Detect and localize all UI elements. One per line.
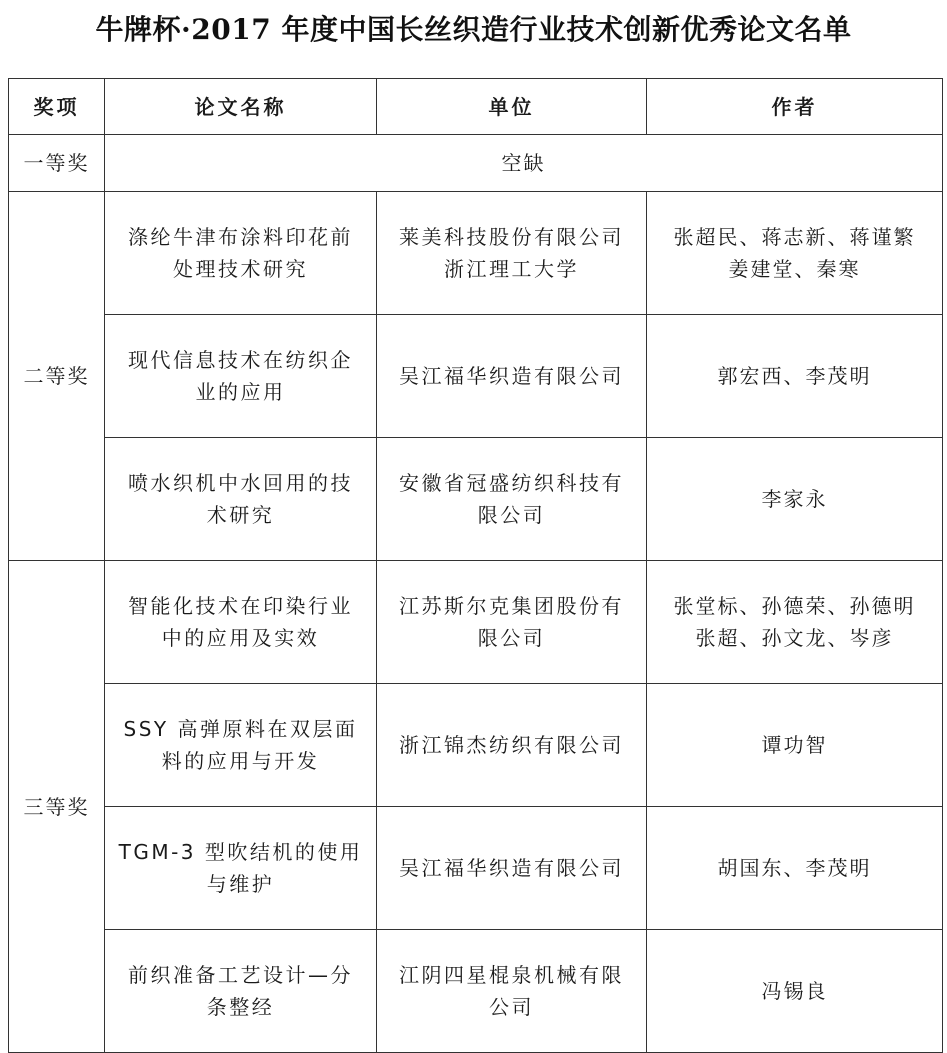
paper-title-line: 涤纶牛津布涂料印花前 [128,225,353,249]
table-header-row [9,79,943,135]
first-prize-row [9,135,943,192]
table-row [9,930,943,1053]
unit-line: 吴江福华织造有限公司 [399,364,624,388]
header-award: 奖项 [9,79,105,135]
unit-line: 浙江锦杰纺织有限公司 [399,733,624,757]
paper-title-line: 前织准备工艺设计—分 [128,963,353,987]
second-prize-label: 二等奖 [9,192,105,561]
paper-title-cell [105,192,377,315]
authors-cell [647,438,943,561]
unit-cell [377,315,647,438]
paper-title-line: SSY 高弹原料在双层面 [123,717,358,741]
third-prize-label: 三等奖 [9,561,105,1053]
paper-title-cell [105,930,377,1053]
unit-line: 限公司 [477,503,546,527]
unit-cell [377,930,647,1053]
authors-cell [647,315,943,438]
unit-line: 莱美科技股份有限公司 [399,225,624,249]
authors-line: 郭宏西、李茂明 [717,364,872,388]
header-unit: 单位 [377,79,647,135]
table-row [9,561,943,684]
authors-cell [647,930,943,1053]
authors-line: 张超民、蒋志新、蒋谨繁 [673,225,916,249]
paper-title-line: 中的应用及实效 [161,626,320,650]
paper-title-line: 术研究 [206,503,275,527]
authors-line: 张堂标、孙德荣、孙德明 [673,594,916,618]
table-row [9,684,943,807]
unit-line: 公司 [489,995,534,1019]
paper-title-line: 料的应用与开发 [161,749,320,773]
authors-line: 李家永 [761,487,828,511]
authors-cell [647,192,943,315]
paper-title-line: TGM-3 型吹结机的使用 [118,840,363,864]
unit-line: 限公司 [477,626,546,650]
table-row [9,192,943,315]
authors-line: 胡国东、李茂明 [717,856,872,880]
unit-cell [377,684,647,807]
authors-line: 冯锡良 [761,979,828,1003]
paper-title-line: 喷水织机中水回用的技 [128,471,353,495]
authors-cell [647,807,943,930]
authors-cell [647,561,943,684]
paper-title-line: 处理技术研究 [173,257,308,281]
unit-line: 安徽省冠盛纺织科技有 [399,471,624,495]
unit-cell [377,438,647,561]
paper-title-line: 与维护 [206,872,275,896]
unit-line: 吴江福华织造有限公司 [399,856,624,880]
table-row [9,315,943,438]
paper-title-cell [105,315,377,438]
table-row [9,807,943,930]
paper-title-line: 智能化技术在印染行业 [128,594,353,618]
paper-title-cell [105,438,377,561]
unit-cell [377,807,647,930]
paper-title-line: 条整经 [206,995,275,1019]
unit-cell [377,192,647,315]
paper-title-cell [105,684,377,807]
page-title: 牛牌杯·2017 年度中国长丝织造行业技术创新优秀论文名单 [95,13,852,46]
authors-line: 张超、孙文龙、岑彦 [695,626,894,650]
award-table [8,78,943,1053]
header-authors: 作者 [647,79,943,135]
table-row [9,438,943,561]
authors-line: 谭功智 [761,733,828,757]
authors-cell [647,684,943,807]
paper-title-cell [105,561,377,684]
paper-title-cell [105,807,377,930]
unit-line: 江阴四星棍泉机械有限 [399,963,624,987]
header-paper-title: 论文名称 [105,79,377,135]
unit-line: 浙江理工大学 [444,257,579,281]
paper-title-line: 现代信息技术在纺织企 [128,348,353,372]
unit-line: 江苏斯尔克集团股份有 [399,594,624,618]
first-prize-vacant: 空缺 [105,135,943,192]
unit-cell [377,561,647,684]
paper-title-line: 业的应用 [195,380,286,404]
first-prize-label: 一等奖 [9,135,105,192]
authors-line: 姜建堂、秦寒 [728,257,861,281]
